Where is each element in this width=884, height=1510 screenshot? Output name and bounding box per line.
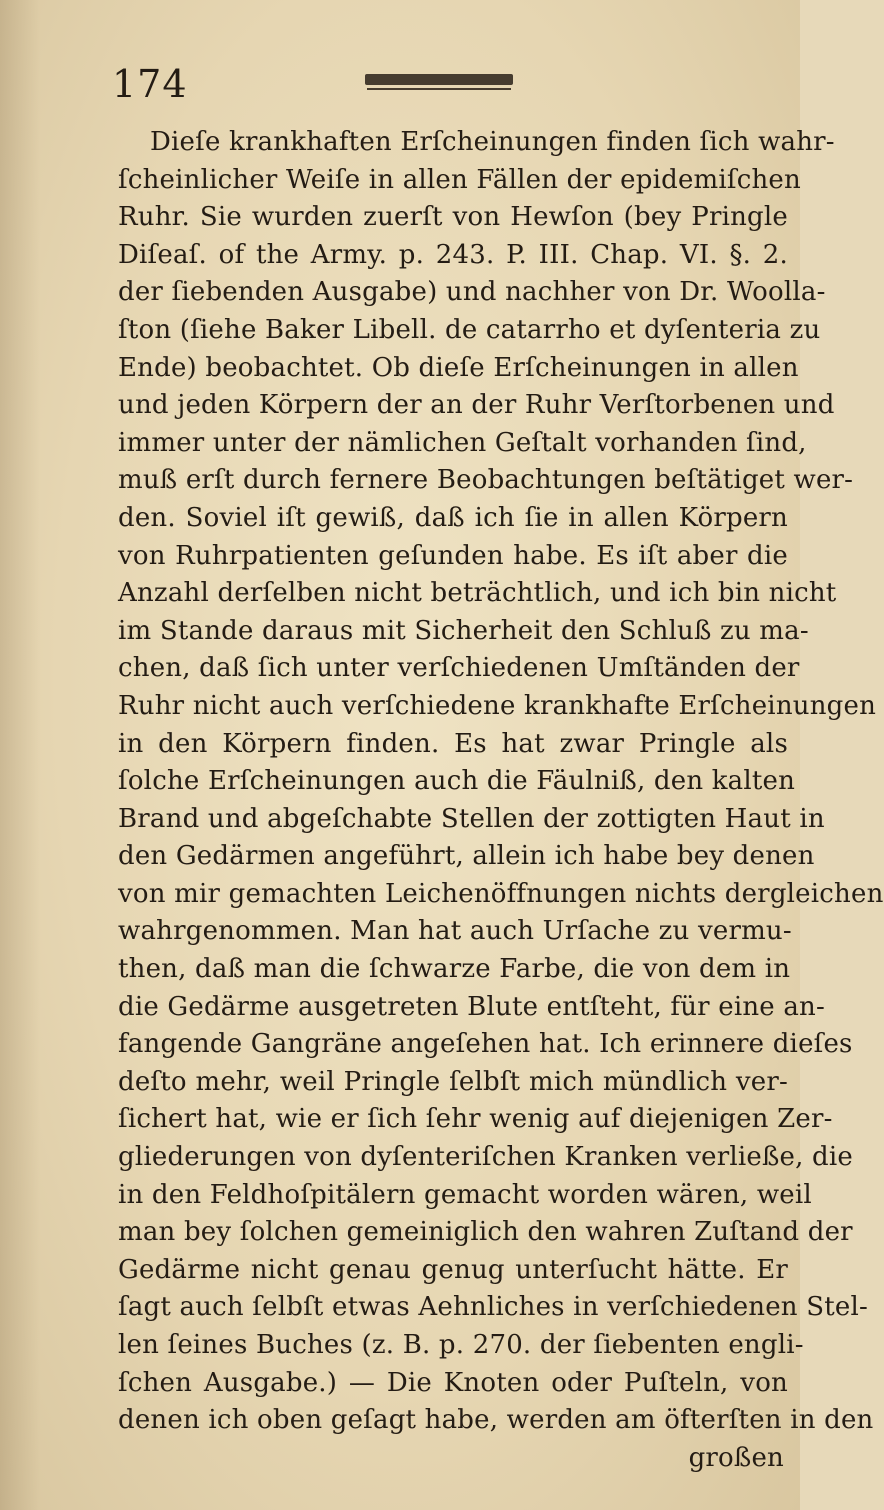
- text-line: immer unter der nämlichen Geſtalt vorhanden ſind,: [118, 427, 807, 458]
- text-line: then, daß man die ſchwarze Farbe, die von dem in: [118, 954, 791, 985]
- catchword: großen: [688, 1442, 784, 1473]
- text-line: ſchen Ausgabe.) — Die Knoten oder Puſteln, von: [118, 1367, 788, 1398]
- text-line: chen, daß ſich unter verſchiedenen Umſtänden der: [118, 653, 800, 684]
- text-line: ſton (ſiehe Baker Libell. de catarrho et dyſenteria zu: [118, 314, 821, 345]
- text-line: ſcheinlicher Weiſe in allen Fällen der epidemiſchen: [118, 164, 801, 195]
- text-line: ſolche Erſcheinungen auch die Fäulniß, den kalten: [118, 766, 796, 797]
- body-text: [118, 124, 884, 1477]
- text-line: deſto mehr, weil Pringle ſelbſt mich mündlich ver-: [118, 1066, 788, 1097]
- text-line: von Ruhrpatienten geſunden habe. Es iſt aber die: [118, 540, 788, 571]
- text-line: Ruhr nicht auch verſchiedene krankhafte Erſcheinungen: [118, 690, 877, 721]
- text-line: Anzahl derſelben nicht beträchtlich, und ich bin nicht: [118, 578, 837, 609]
- page-fold-shadow: [0, 0, 40, 1510]
- text-line: man bey ſolchen gemeiniglich den wahren Zuſtand der: [118, 1217, 853, 1248]
- text-line: der ſiebenden Ausgabe) und nachher von Dr. Woolla-: [118, 277, 826, 308]
- text-line: denen ich oben geſagt habe, werden am öfterſten in den: [118, 1405, 874, 1436]
- page-number: 174: [112, 62, 188, 106]
- text-line: Ende) beobachtet. Ob dieſe Erſcheinungen in allen: [118, 352, 799, 383]
- text-line: von mir gemachten Leichenöffnungen nichts dergleichen: [118, 878, 884, 909]
- text-line: ſichert hat, wie er ſich ſehr wenig auf diejenigen Zer-: [118, 1104, 833, 1135]
- text-line: Dieſe krankhaften Erſcheinungen finden ſich wahr-: [150, 127, 835, 157]
- text-line: len ſeines Buches (z. B. p. 270. der ſiebenten engli-: [118, 1330, 804, 1360]
- text-line: Ruhr. Sie wurden zuerſt von Hewſon (bey Pringle: [118, 202, 788, 233]
- text-line: wahrgenommen. Man hat auch Urſache zu vermu-: [118, 916, 792, 947]
- text-line: fangende Gangräne angeſehen hat. Ich erinnere dieſes: [118, 1029, 853, 1060]
- text-line: den. Soviel iſt gewiß, daß ich ſie in allen Körpern: [118, 502, 788, 533]
- text-line: Brand und abgeſchabte Stellen der zottigten Haut in: [118, 803, 825, 834]
- text-line: ſagt auch ſelbſt etwas Aehnliches in verſchiedenen Stel-: [118, 1292, 868, 1323]
- text-line: und jeden Körpern der an der Ruhr Verſtorbenen und: [118, 390, 835, 421]
- text-line: im Stande daraus mit Sicherheit den Schluß zu ma-: [118, 615, 809, 646]
- header-rule: [365, 74, 513, 85]
- text-line: Gedärme nicht genau genug unterſucht hätte. Er: [118, 1254, 788, 1285]
- text-line: die Gedärme ausgetreten Blute entſteht, für eine an-: [118, 991, 825, 1022]
- text-line: Diſeaſ. of the Army. p. 243. P. III. Chap. VI. §. 2.: [118, 239, 788, 270]
- text-line: gliederungen von dyſenteriſchen Kranken verließe, die: [118, 1142, 853, 1173]
- text-line: muß erſt durch fernere Beobachtungen beſtätiget wer-: [118, 465, 854, 496]
- text-line: den Gedärmen angeführt, allein ich habe bey denen: [118, 841, 815, 872]
- text-line: in den Feldhoſpitälern gemacht worden wären, weil: [118, 1179, 812, 1210]
- text-line: in den Körpern finden. Es hat zwar Pringle als: [118, 728, 788, 759]
